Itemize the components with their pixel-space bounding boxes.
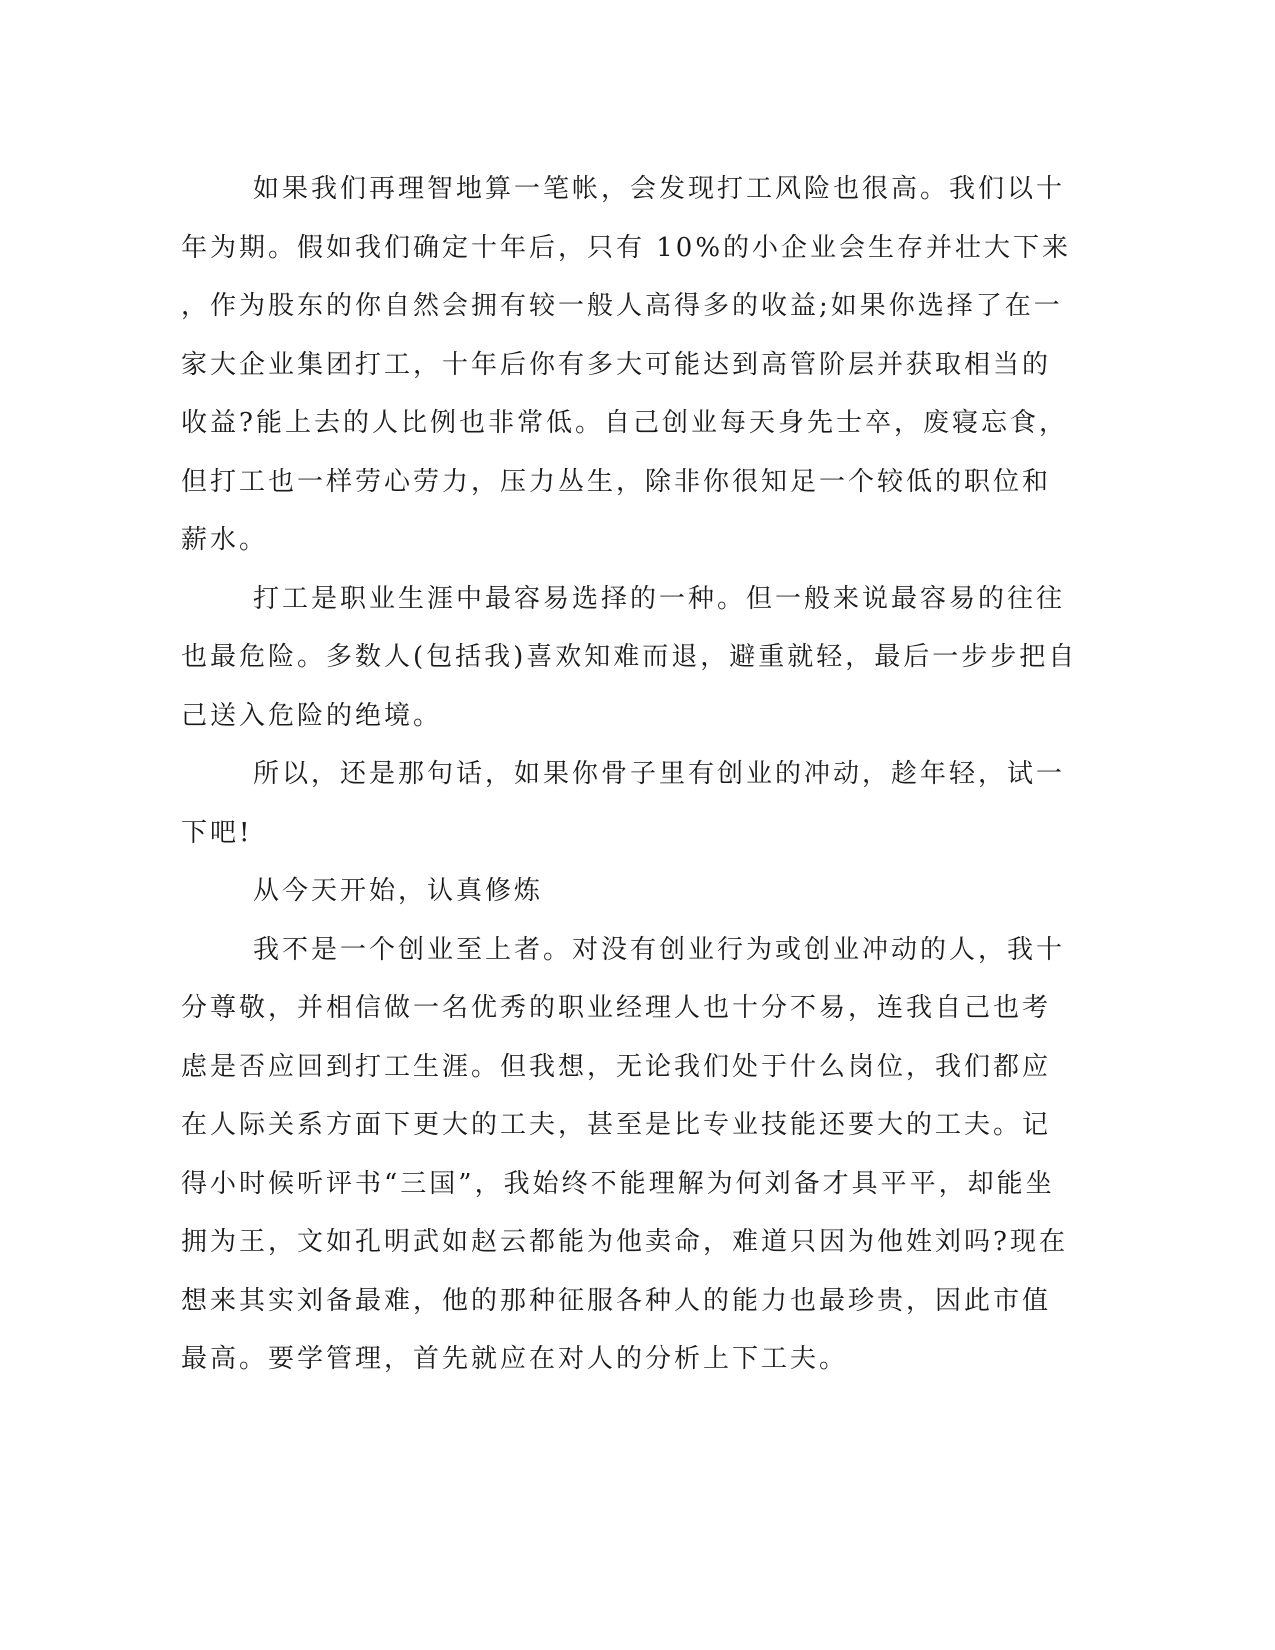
text-line: 想来其实刘备最难，他的那种征服各种人的能力也最珍贵，因此市值 [181, 1285, 1052, 1316]
text-line: 如果我们再理智地算一笔帐，会发现打工风险也很高。我们以十 [253, 174, 1066, 204]
text-line: 分尊敬，并相信做一名优秀的职业经理人也十分不易，连我自己也考 [181, 993, 1052, 1023]
section-heading [181, 862, 1029, 921]
paragraph-1 [181, 160, 1072, 570]
text-line: 薪水。 [181, 525, 269, 555]
text-line: 家大企业集团打工，十年后你有多大可能达到高管阶层并获取相当的 [181, 349, 1052, 380]
paragraph-5 [181, 921, 1068, 1389]
text-line: 但打工也一样劳心劳力，压力丛生，除非你很知足一个较低的职位和 [181, 466, 1052, 497]
paragraph-2 [181, 570, 1078, 746]
text-line: 所以，还是那句话，如果你骨子里有创业的冲动，趁年轻，试一 [253, 759, 1066, 789]
text-line: 在人际关系方面下更大的工夫，甚至是比专业技能还要大的工夫。记 [181, 1110, 1052, 1140]
text-line: ，作为股东的你自然会拥有较一般人高得多的收益;如果你选择了在一 [181, 291, 1063, 321]
text-line: 我不是一个创业至上者。对没有创业行为或创业冲动的人，我十 [253, 934, 1066, 965]
text-line: 年为期。假如我们确定十年后，只有 10%的小企业会生存并壮大下来 [181, 232, 1072, 263]
text-line: 下吧! [181, 817, 253, 848]
text-line: 得小时候听评书“三国”，我始终不能理解为何刘备才具平平，却能坐 [181, 1168, 1055, 1199]
document-page [181, 160, 1078, 1389]
text-line: 虑是否应回到打工生涯。但我想，无论我们处于什么岗位，我们都应 [181, 1051, 1052, 1082]
text-line: 也最危险。多数人(包括我)喜欢知难而退，避重就轻，最后一步步把自 [181, 642, 1078, 672]
text-line: 己送入危险的绝境。 [181, 700, 443, 731]
paragraph-3 [181, 745, 1066, 862]
text-line: 最高。要学管理，首先就应在对人的分析上下工夫。 [181, 1344, 849, 1374]
text-line: 从今天开始，认真修炼 [253, 876, 544, 906]
text-line: 拥为王，文如孔明武如赵云都能为他卖命，难道只因为他姓刘吗?现在 [181, 1227, 1068, 1257]
text-line: 打工是职业生涯中最容易选择的一种。但一般来说最容易的往往 [253, 583, 1066, 614]
text-line: 收益?能上去的人比例也非常低。自己创业每天身先士卒，废寝忘食， [181, 408, 1068, 438]
